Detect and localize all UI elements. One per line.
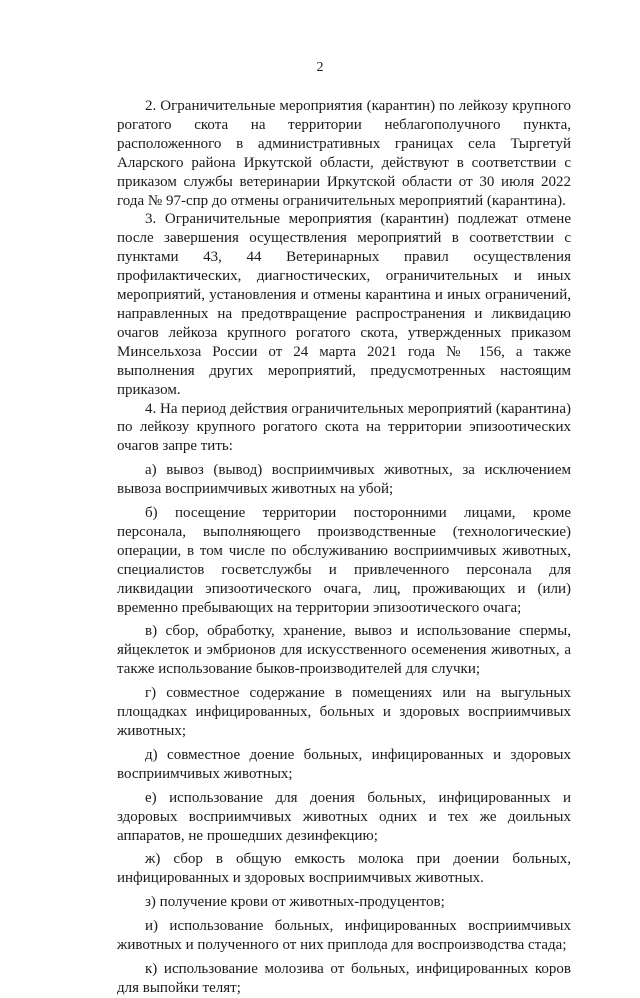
item-zh: ж) сбор в общую емкость молока при доении больных, инфицированных и здоровых восприимчивых животных. (117, 851, 571, 887)
item-k: к) использование молозива от больных, инфицированных коров для выпойки телят; (117, 960, 571, 996)
item-z: з) получение крови от животных-продуцентов; (145, 894, 445, 911)
paragraph-2: 2. Ограничительные мероприятия (карантин) по лейкозу крупного рогатого скота на территории неблагополучного пункта, расположенного в административных границах села Тыргетуй Аларского района Иркутской области, действуют в соответствии с приказом службы ветеринарии Иркутской области от 30 июля 2022 года № 97-спр до отмены ограничительных мероприятий (карантина). (117, 98, 571, 209)
page-number: 2 (316, 60, 324, 75)
item-b: б) посещение территории посторонними лицами, кроме персонала, выполняющего производственные (технологические) операции, в том числе по обслуживанию восприимчивых животных, специалистов госветслужбы и привлеченного персонала для ликвидации эпизоотического очага, лиц, проживающих и (или) временно пребывающих на территории эпизоотического очага; (117, 505, 571, 616)
item-v: в) сбор, обработку, хранение, вывоз и использование спермы, яйцеклеток и эмбрионов для искусственного осеменения животных, а также использование быков-производителей для случки; (117, 623, 571, 678)
item-a: а) вывоз (вывод) восприимчивых животных, за исключением вывоза восприимчивых животных на убой; (117, 462, 571, 498)
document-body (117, 97, 571, 998)
item-d: д) совместное доение больных, инфицированных и здоровых восприимчивых животных; (117, 746, 571, 782)
item-g: г) совместное содержание в помещениях или на выгульных площадках инфицированных, больных и здоровых восприимчивых животных; (117, 685, 571, 739)
paragraph-4: 4. На период действия ограничительных мероприятий (карантина) по лейкозу крупного рогатого скота на территории эпизоотических очагов запре тить: (117, 400, 571, 455)
item-i: и) использование больных, инфицированных восприимчивых животных и полученного от них приплода для воспроизводства стада; (117, 918, 571, 954)
paragraph-3: 3. Ограничительные мероприятия (карантин) подлежат отмене после завершения осуществления мероприятий в соответствии с пунктами 43, 44 Ветеринарных правил осуществления профилактических, диагностических, ограничительных и иных мероприятий, установления и отмены карантина и иных ограничений, направленных на предотвращение распространения и ликвидацию очагов лейкоза крупного рогатого скота, утвержденных приказом Минсельхоза России от 24 марта 2021 года № 156, а также выполнения других мероприятий, предусмотренных настоящим приказом. (117, 211, 571, 398)
item-e: е) использование для доения больных, инфицированных и здоровых восприимчивых животных одних и тех же доильных аппаратов, не прошедших дезинфекцию; (117, 789, 571, 844)
